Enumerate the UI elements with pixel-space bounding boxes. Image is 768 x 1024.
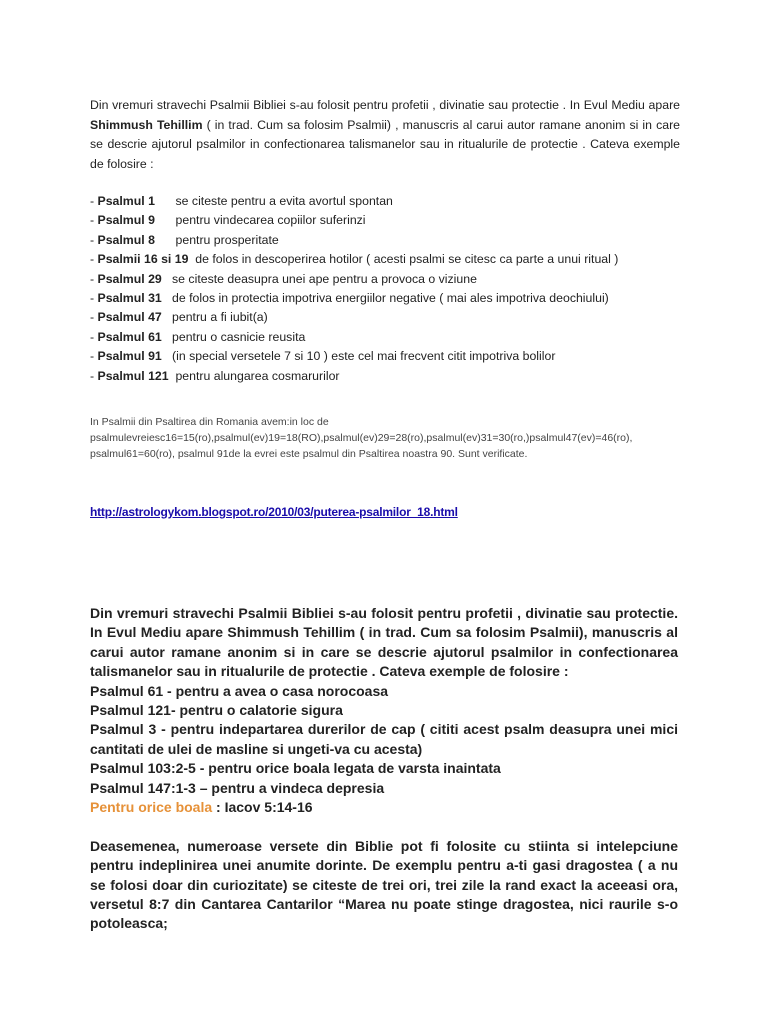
psalm-name: Psalmul 121: [97, 368, 169, 383]
psalm-desc: se citeste deasupra unei ape pentru a provoca o viziune: [172, 271, 477, 286]
psalm-desc: pentru vindecarea copiilor suferinzi: [175, 213, 366, 228]
list-item: - Psalmul 47 pentru a fi iubit(a): [90, 310, 268, 325]
psalm-desc: pentru a fi iubit(a): [172, 310, 268, 325]
source-link[interactable]: http://astrologykom.blogspot.ro/2010/03/puterea-psalmilor_18.html: [90, 505, 458, 519]
psalm-name: Psalmul 9: [97, 213, 155, 228]
psalm-name: Psalmii 16 si 19: [97, 252, 189, 267]
final-paragraph: Deasemenea, numeroase versete din Biblie pot fi folosite cu stiinta si intelepciune pentru indeplinirea unei anumite dorinte. De exemplu pentru a-ti gasi dragostea ( a nu se folosi doar din curiozitate) se citeste de trei ori, trei zile la rand exact la aceeasi ora, versetul 8:7 din Cantarea Cantarilor “Marea nu poate stinge dragostea, nici raurile s-o potoleasca;: [90, 837, 678, 932]
psaltire-note: In Psalmii din Psaltirea din Romania avem:in loc de psalmulevreiesc16=15(ro),psalmul(ev)19=18(RO),psalmul(ev)29=28(ro),psalmul(ev)31=30(ro,)psalmul47(ev)=46(ro), psalmul61=60(ro), psalmul 91de la evrei este psalmul din Psaltirea noastra 90. Sunt verificate.: [90, 416, 633, 460]
psalm-desc: de folos in protectia impotriva energiilor negative ( mai ales impotriva deochiului): [172, 291, 609, 306]
intro-text: Din vremuri stravechi Psalmii Bibliei s-au folosit pentru profetii , divinatie sau protectie . In Evul Mediu apare: [90, 98, 680, 112]
example-line: Psalmul 147:1-3 – pentru a vindeca depresia: [90, 779, 385, 796]
intro-rest-text: ( in trad. Cum sa folosim Psalmii) , manuscris al carui autor ramane anonim si in care se descrie ajutorul psalmilor in confectionarea talismanelor sau in ritualurile de protectie . Cateva exemple de folosire :: [90, 117, 680, 171]
psalm-desc: (in special versetele 7 si 10 ) este cel mai frecvent citit impotriva bolilor: [172, 349, 556, 364]
intro-paragraph: [90, 96, 680, 174]
psalm-desc: de folos in descoperirea hotilor ( acesti psalmi se citesc ca parte a unui ritual ): [195, 252, 619, 267]
psalm-name: Psalmul 47: [97, 310, 162, 325]
second-section: [90, 604, 678, 934]
any-illness-label: Pentru orice boala: [90, 799, 213, 816]
list-item: - Psalmul 9 pentru vindecarea copiilor suferinzi: [90, 211, 690, 230]
list-item: - Psalmul 61 pentru o casnicie reusita: [90, 329, 306, 344]
psalm-name: Psalmul 1: [97, 194, 155, 208]
psalm-desc: pentru o casnicie reusita: [172, 329, 306, 344]
example-line: Psalmul 103:2-5 - pentru orice boala legata de varsta inaintata: [90, 760, 501, 777]
list-item: - Psalmii 16 si 19 de folos in descoperirea hotilor ( acesti psalmi se citesc ca parte a unui ritual ): [90, 252, 619, 267]
psalm-name: Psalmul 8: [97, 232, 155, 247]
psalm-name: Psalmul 91: [97, 349, 162, 364]
any-illness-line: [90, 798, 678, 817]
example-line: Psalmul 3 - pentru indepartarea durerilor de cap ( cititi acest psalm deasupra unei mici cantitati de ulei de masline si ungeti-va cu acesta): [90, 721, 678, 757]
psalm-desc: se citeste pentru a evita avortul spontan: [175, 194, 393, 208]
example-line: Psalmul 61 - pentru a avea o casa norocoasa: [90, 682, 389, 699]
list-item: - Psalmul 29 se citeste deasupra unei ape pentru a provoca o viziune: [90, 271, 477, 286]
list-item: - Psalmul 121 pentru alungarea cosmarurilor: [90, 368, 340, 383]
psalm-name: Psalmul 31: [97, 291, 162, 306]
list-item: - Psalmul 31 de folos in protectia impotriva energiilor negative ( mai ales impotriva deochiului): [90, 291, 609, 306]
psalm-desc: pentru prosperitate: [175, 232, 279, 247]
list-item: - Psalmul 91 (in special versetele 7 si 10 ) este cel mai frecvent citit impotriva bolilor: [90, 349, 556, 364]
any-illness-ref: : Iacov 5:14-16: [212, 799, 313, 816]
list-item: - Psalmul 8 pentru prosperitate: [90, 231, 690, 250]
psalm-desc: pentru alungarea cosmarurilor: [175, 368, 340, 383]
psalm-name: Psalmul 61: [97, 329, 162, 344]
intro-bold-title: Shimmush Tehillim: [90, 117, 203, 132]
example-line: Psalmul 121- pentru o calatorie sigura: [90, 702, 343, 719]
section-intro: Din vremuri stravechi Psalmii Bibliei s-au folosit pentru profetii , divinatie sau protectie. In Evul Mediu apare Shimmush Tehillim ( in trad. Cum sa folosim Psalmii), manuscris al carui autor ramane anonim si in care se descrie ajutorul psalmilor in confectionarea talismanelor sau in ritualurile de protectie . Cateva exemple de folosire :: [90, 605, 678, 680]
list-item: - Psalmul 1 se citeste pentru a evita avortul spontan: [90, 192, 690, 211]
psalm-list: [90, 192, 690, 386]
spacer: [90, 817, 678, 836]
psalm-name: Psalmul 29: [97, 271, 162, 286]
